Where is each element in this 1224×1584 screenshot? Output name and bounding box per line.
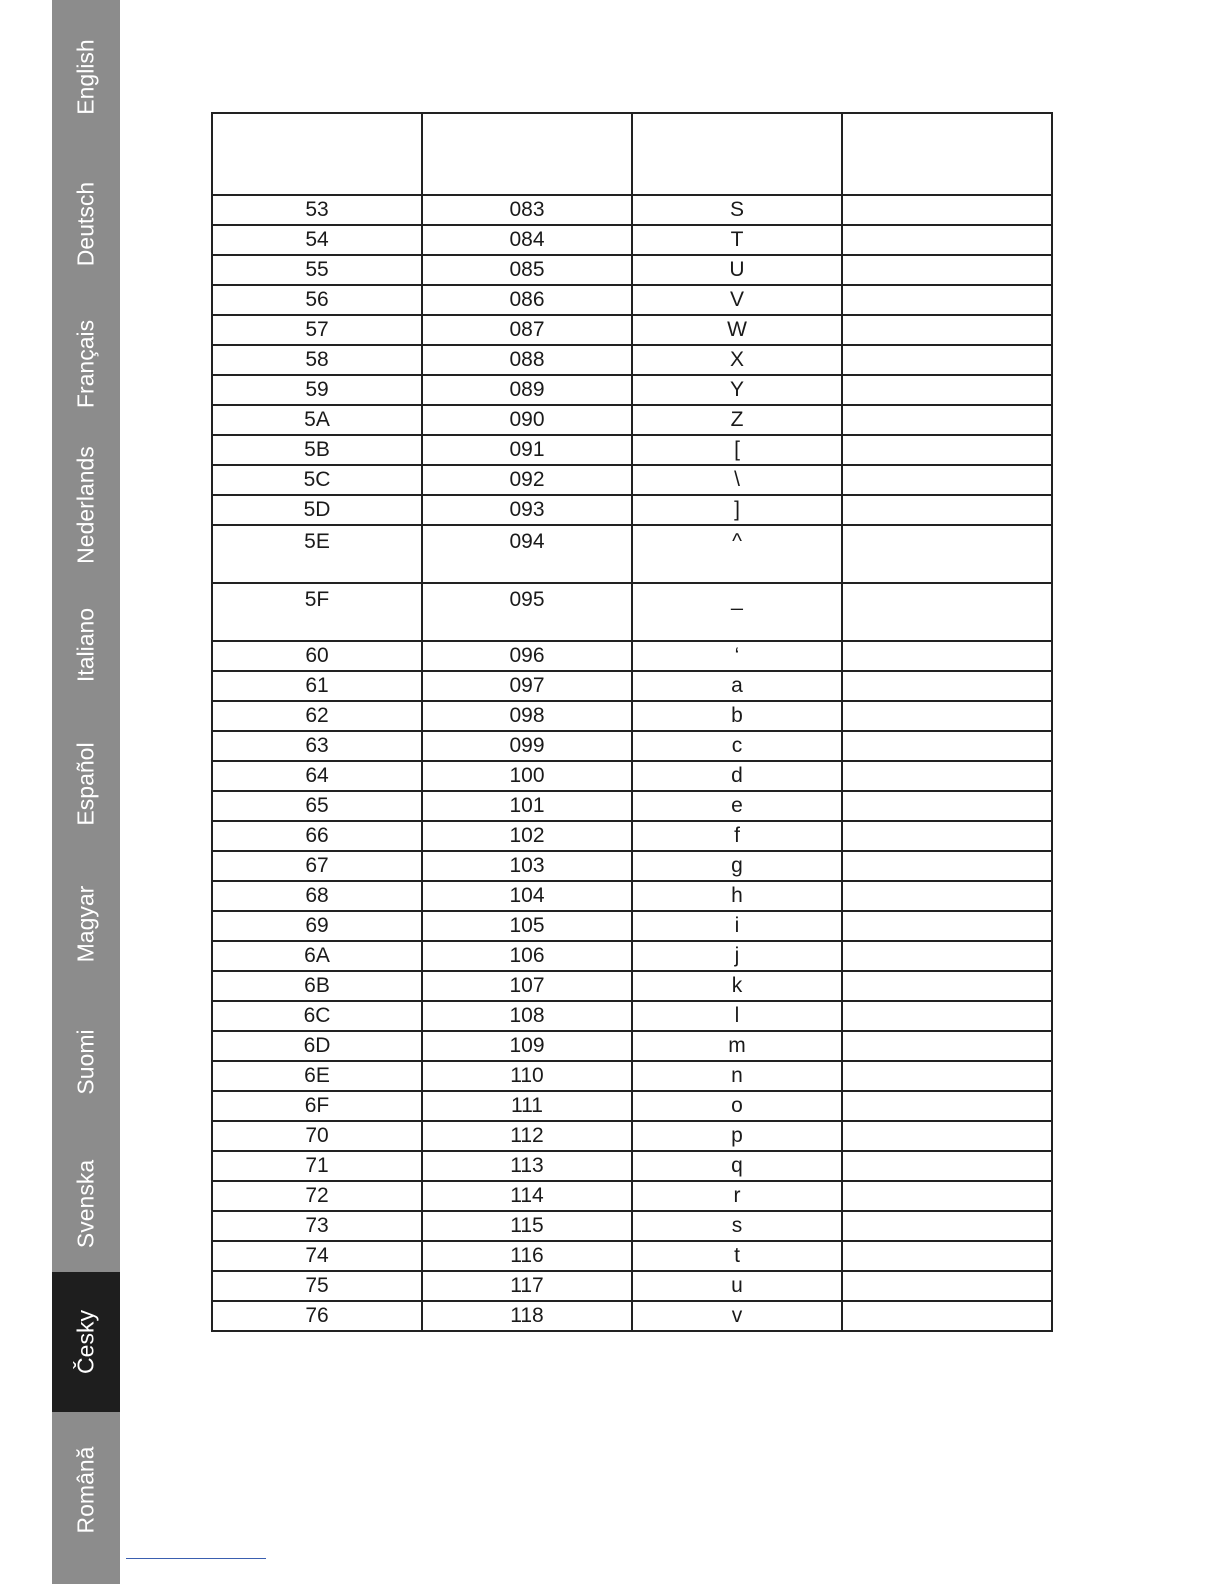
hex-cell: 62 xyxy=(212,701,422,731)
decimal-cell: 102 xyxy=(422,821,632,851)
decimal-cell: 088 xyxy=(422,345,632,375)
table-row xyxy=(212,851,1052,881)
table-row xyxy=(212,671,1052,701)
character-cell: Z xyxy=(632,405,842,435)
hex-cell: 75 xyxy=(212,1271,422,1301)
table-row xyxy=(212,761,1052,791)
table-row xyxy=(212,701,1052,731)
note-cell xyxy=(842,465,1052,495)
decimal-cell: 118 xyxy=(422,1301,632,1331)
character-cell: g xyxy=(632,851,842,881)
character-cell: s xyxy=(632,1211,842,1241)
table-row xyxy=(212,911,1052,941)
character-cell: ] xyxy=(632,495,842,525)
decimal-cell: 110 xyxy=(422,1061,632,1091)
decimal-cell: 087 xyxy=(422,315,632,345)
hex-cell: 6E xyxy=(212,1061,422,1091)
table-row xyxy=(212,641,1052,671)
hex-cell: 59 xyxy=(212,375,422,405)
table-row xyxy=(212,1031,1052,1061)
note-cell xyxy=(842,1091,1052,1121)
hex-cell: 54 xyxy=(212,225,422,255)
decimal-cell: 100 xyxy=(422,761,632,791)
hex-cell: 61 xyxy=(212,671,422,701)
decimal-cell: 093 xyxy=(422,495,632,525)
note-cell xyxy=(842,791,1052,821)
ascii-code-table xyxy=(211,112,1053,1332)
note-cell xyxy=(842,315,1052,345)
decimal-cell: 104 xyxy=(422,881,632,911)
character-cell: k xyxy=(632,971,842,1001)
note-cell xyxy=(842,1211,1052,1241)
note-cell xyxy=(842,671,1052,701)
character-cell: e xyxy=(632,791,842,821)
note-cell xyxy=(842,821,1052,851)
character-cell: W xyxy=(632,315,842,345)
table-row xyxy=(212,791,1052,821)
lang-tab-romana[interactable] xyxy=(52,1412,120,1584)
decimal-cell: 099 xyxy=(422,731,632,761)
decimal-cell: 095 xyxy=(422,583,632,641)
hex-cell: 76 xyxy=(212,1301,422,1331)
note-cell xyxy=(842,435,1052,465)
hex-cell: 60 xyxy=(212,641,422,671)
note-cell xyxy=(842,285,1052,315)
character-cell: Y xyxy=(632,375,842,405)
note-cell xyxy=(842,881,1052,911)
character-cell: o xyxy=(632,1091,842,1121)
decimal-cell: 103 xyxy=(422,851,632,881)
lang-tab-label: Česky xyxy=(72,1310,99,1374)
note-cell xyxy=(842,1301,1052,1331)
lang-tab-espanol[interactable] xyxy=(52,712,120,852)
header-cell xyxy=(212,113,422,195)
hex-cell: 74 xyxy=(212,1241,422,1271)
note-cell xyxy=(842,911,1052,941)
hex-cell: 6D xyxy=(212,1031,422,1061)
hex-cell: 56 xyxy=(212,285,422,315)
decimal-cell: 101 xyxy=(422,791,632,821)
decimal-cell: 115 xyxy=(422,1211,632,1241)
decimal-cell: 092 xyxy=(422,465,632,495)
header-cell xyxy=(422,113,632,195)
character-cell: V xyxy=(632,285,842,315)
table-row xyxy=(212,405,1052,435)
hex-cell: 5B xyxy=(212,435,422,465)
table-row xyxy=(212,881,1052,911)
character-cell: _ xyxy=(632,583,842,641)
character-cell: d xyxy=(632,761,842,791)
character-cell: j xyxy=(632,941,842,971)
character-cell: u xyxy=(632,1271,842,1301)
character-cell: l xyxy=(632,1001,842,1031)
character-cell: i xyxy=(632,911,842,941)
decimal-cell: 083 xyxy=(422,195,632,225)
decimal-cell: 108 xyxy=(422,1001,632,1031)
decimal-cell: 117 xyxy=(422,1271,632,1301)
character-cell: f xyxy=(632,821,842,851)
hex-cell: 57 xyxy=(212,315,422,345)
note-cell xyxy=(842,941,1052,971)
hex-cell: 58 xyxy=(212,345,422,375)
lang-tab-label: Română xyxy=(72,1446,99,1534)
hex-cell: 70 xyxy=(212,1121,422,1151)
header-cell xyxy=(632,113,842,195)
decimal-cell: 089 xyxy=(422,375,632,405)
table-row xyxy=(212,941,1052,971)
hex-cell: 6C xyxy=(212,1001,422,1031)
table-header-row xyxy=(212,113,1052,195)
note-cell xyxy=(842,495,1052,525)
note-cell xyxy=(842,1241,1052,1271)
table-row xyxy=(212,971,1052,1001)
table-row xyxy=(212,285,1052,315)
hex-cell: 63 xyxy=(212,731,422,761)
character-cell: ‘ xyxy=(632,641,842,671)
table-row xyxy=(212,1151,1052,1181)
note-cell xyxy=(842,1181,1052,1211)
table-row xyxy=(212,495,1052,525)
table-body xyxy=(212,113,1052,1331)
table-row xyxy=(212,525,1052,583)
decimal-cell: 084 xyxy=(422,225,632,255)
lang-tab-francais[interactable] xyxy=(52,286,120,428)
table-row xyxy=(212,731,1052,761)
table-row xyxy=(212,1001,1052,1031)
hex-cell: 64 xyxy=(212,761,422,791)
decimal-cell: 097 xyxy=(422,671,632,701)
table-row xyxy=(212,225,1052,255)
decimal-cell: 111 xyxy=(422,1091,632,1121)
table-row xyxy=(212,255,1052,285)
hex-cell: 67 xyxy=(212,851,422,881)
hex-cell: 6A xyxy=(212,941,422,971)
lang-tab-label: Español xyxy=(72,742,99,826)
character-cell: q xyxy=(632,1151,842,1181)
character-cell: t xyxy=(632,1241,842,1271)
character-cell: a xyxy=(632,671,842,701)
hex-cell: 69 xyxy=(212,911,422,941)
language-sidebar xyxy=(52,0,120,1584)
decimal-cell: 094 xyxy=(422,525,632,583)
lang-tab-label: Suomi xyxy=(72,1029,99,1095)
note-cell xyxy=(842,1061,1052,1091)
lang-tab-italiano[interactable] xyxy=(52,584,120,712)
decimal-cell: 109 xyxy=(422,1031,632,1061)
decimal-cell: 113 xyxy=(422,1151,632,1181)
hex-cell: 5A xyxy=(212,405,422,435)
lang-tab-svenska[interactable] xyxy=(52,1132,120,1272)
table-row xyxy=(212,435,1052,465)
note-cell xyxy=(842,255,1052,285)
footer-rule xyxy=(126,1558,266,1559)
note-cell xyxy=(842,225,1052,255)
decimal-cell: 098 xyxy=(422,701,632,731)
decimal-cell: 114 xyxy=(422,1181,632,1211)
table-row xyxy=(212,1121,1052,1151)
character-cell: h xyxy=(632,881,842,911)
table-row xyxy=(212,1301,1052,1331)
decimal-cell: 105 xyxy=(422,911,632,941)
table-row xyxy=(212,195,1052,225)
note-cell xyxy=(842,1031,1052,1061)
decimal-cell: 112 xyxy=(422,1121,632,1151)
hex-cell: 66 xyxy=(212,821,422,851)
decimal-cell: 085 xyxy=(422,255,632,285)
hex-cell: 72 xyxy=(212,1181,422,1211)
decimal-cell: 091 xyxy=(422,435,632,465)
hex-cell: 71 xyxy=(212,1151,422,1181)
character-cell: S xyxy=(632,195,842,225)
hex-cell: 5C xyxy=(212,465,422,495)
hex-cell: 65 xyxy=(212,791,422,821)
character-cell: ^ xyxy=(632,525,842,583)
hex-cell: 5F xyxy=(212,583,422,641)
lang-tab-label: Français xyxy=(72,319,99,409)
lang-tab-deutsch[interactable] xyxy=(52,146,120,286)
note-cell xyxy=(842,525,1052,583)
table-row xyxy=(212,1241,1052,1271)
character-cell: v xyxy=(632,1301,842,1331)
note-cell xyxy=(842,1121,1052,1151)
hex-cell: 68 xyxy=(212,881,422,911)
decimal-cell: 107 xyxy=(422,971,632,1001)
lang-tab-english[interactable] xyxy=(52,0,120,146)
character-cell: n xyxy=(632,1061,842,1091)
character-cell: m xyxy=(632,1031,842,1061)
note-cell xyxy=(842,1151,1052,1181)
note-cell xyxy=(842,405,1052,435)
note-cell xyxy=(842,701,1052,731)
table-row xyxy=(212,315,1052,345)
character-cell: c xyxy=(632,731,842,761)
note-cell xyxy=(842,583,1052,641)
lang-tab-label: Italiano xyxy=(72,607,99,683)
hex-cell: 5D xyxy=(212,495,422,525)
hex-cell: 53 xyxy=(212,195,422,225)
note-cell xyxy=(842,1001,1052,1031)
hex-cell: 73 xyxy=(212,1211,422,1241)
table-row xyxy=(212,1091,1052,1121)
decimal-cell: 106 xyxy=(422,941,632,971)
hex-cell: 55 xyxy=(212,255,422,285)
character-cell: r xyxy=(632,1181,842,1211)
table-row xyxy=(212,345,1052,375)
lang-tab-label: Nederlands xyxy=(72,446,99,564)
note-cell xyxy=(842,641,1052,671)
table-row xyxy=(212,1211,1052,1241)
note-cell xyxy=(842,971,1052,1001)
header-cell xyxy=(842,113,1052,195)
note-cell xyxy=(842,761,1052,791)
note-cell xyxy=(842,375,1052,405)
character-cell: b xyxy=(632,701,842,731)
hex-cell: 6B xyxy=(212,971,422,1001)
decimal-cell: 096 xyxy=(422,641,632,671)
lang-tab-label: Magyar xyxy=(72,885,99,963)
decimal-cell: 090 xyxy=(422,405,632,435)
table-row xyxy=(212,583,1052,641)
character-cell: T xyxy=(632,225,842,255)
lang-tab-nederlands[interactable] xyxy=(52,428,120,584)
hex-cell: 6F xyxy=(212,1091,422,1121)
lang-tab-magyar[interactable] xyxy=(52,852,120,992)
lang-tab-suomi[interactable] xyxy=(52,992,120,1132)
character-cell: X xyxy=(632,345,842,375)
lang-tab-label: English xyxy=(72,39,99,115)
note-cell xyxy=(842,345,1052,375)
decimal-cell: 086 xyxy=(422,285,632,315)
note-cell xyxy=(842,195,1052,225)
table-row xyxy=(212,1271,1052,1301)
table-row xyxy=(212,375,1052,405)
lang-tab-label: Svenska xyxy=(72,1159,99,1249)
table-row xyxy=(212,1181,1052,1211)
lang-tab-cesky[interactable] xyxy=(52,1272,120,1412)
table-row xyxy=(212,465,1052,495)
table-row xyxy=(212,821,1052,851)
table-row xyxy=(212,1061,1052,1091)
hex-cell: 5E xyxy=(212,525,422,583)
character-cell: U xyxy=(632,255,842,285)
lang-tab-label: Deutsch xyxy=(72,181,99,267)
character-cell: [ xyxy=(632,435,842,465)
character-cell: \ xyxy=(632,465,842,495)
decimal-cell: 116 xyxy=(422,1241,632,1271)
note-cell xyxy=(842,1271,1052,1301)
note-cell xyxy=(842,731,1052,761)
note-cell xyxy=(842,851,1052,881)
character-cell: p xyxy=(632,1121,842,1151)
